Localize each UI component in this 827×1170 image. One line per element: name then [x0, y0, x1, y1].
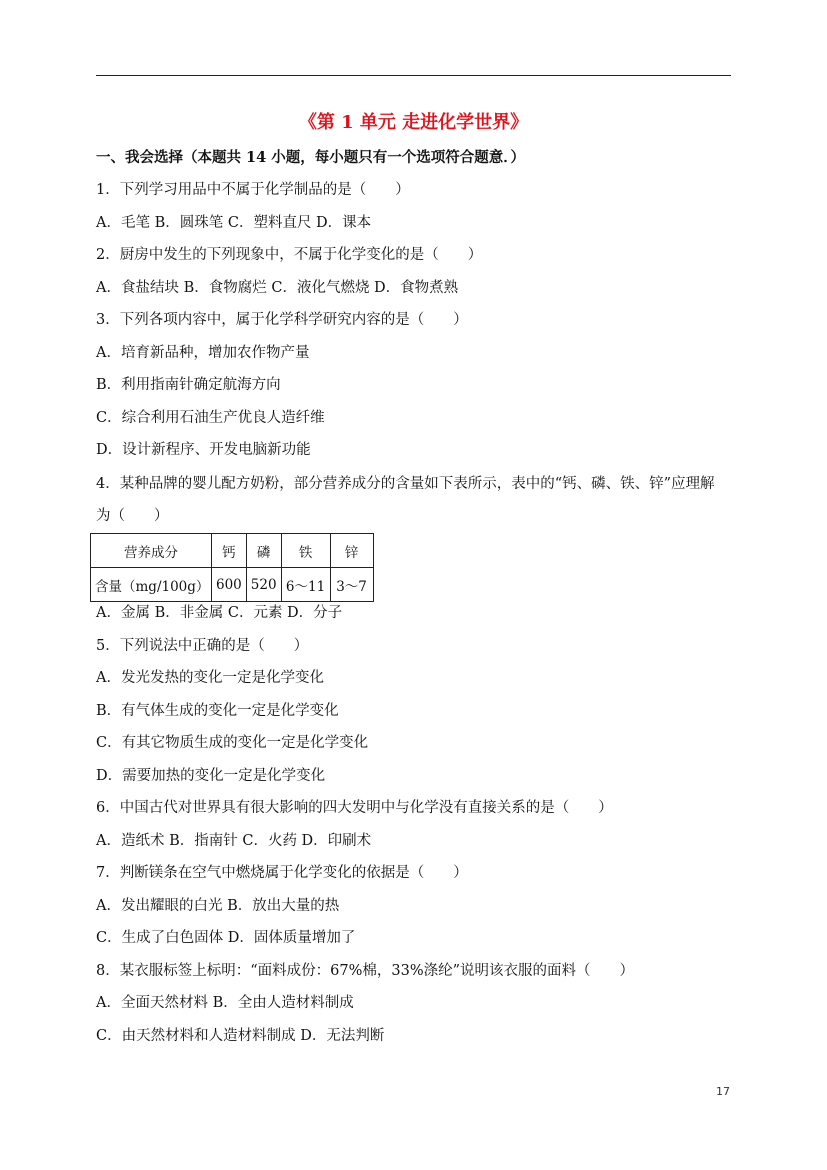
question-line: 为（ ）: [96, 508, 169, 524]
question-line: A．发出耀眼的白光 B．放出大量的热: [96, 898, 340, 914]
question-line: 6．中国古代对世界具有很大影响的四大发明中与化学没有直接关系的是（ ）: [96, 800, 613, 816]
question-line: A．毛笔 B．圆珠笔 C．塑料直尺 D．课本: [96, 215, 372, 231]
table-cell: 铁: [281, 534, 330, 568]
question-line: D．需要加热的变化一定是化学变化: [96, 768, 326, 784]
section-header: 一、我会选择（本题共 14 小题，每小题只有一个选项符合题意．）: [96, 149, 526, 166]
question-line: A．全面天然材料 B．全由人造材料制成: [96, 995, 354, 1011]
question-line: C．生成了白色固体 D．固体质量增加了: [96, 930, 356, 946]
table-header-row: [91, 534, 374, 568]
question-line: 4．某种品牌的婴儿配方奶粉，部分营养成分的含量如下表所示，表中的“钙、磷、铁、锌”应理解: [96, 476, 715, 492]
question-line: C．由天然材料和人造材料制成 D．无法判断: [96, 1028, 385, 1044]
question-line: 3．下列各项内容中，属于化学科学研究内容的是（ ）: [96, 312, 468, 328]
question-line: B．有气体生成的变化一定是化学变化: [96, 703, 339, 719]
question-line: C．综合利用石油生产优良人造纤维: [96, 410, 325, 426]
header-rule: [96, 75, 731, 76]
question-line: 2．厨房中发生的下列现象中，不属于化学变化的是（ ）: [96, 247, 483, 263]
table-cell: 含量（mg/100g）: [91, 568, 212, 602]
question-line: D．设计新程序、开发电脑新功能: [96, 442, 311, 458]
question-line: A．发光发热的变化一定是化学变化: [96, 670, 324, 686]
table-cell: 3～7: [330, 568, 373, 602]
question-line: B．利用指南针确定航海方向: [96, 377, 281, 393]
question-line: A．金属 B．非金属 C．元素 D．分子: [96, 605, 343, 621]
table-cell: 600: [212, 568, 247, 602]
nutrition-table: [90, 533, 374, 602]
table-cell: 520: [246, 568, 281, 602]
table-cell: 钙: [212, 534, 247, 568]
table-cell: 锌: [330, 534, 373, 568]
question-line: 7．判断镁条在空气中燃烧属于化学变化的依据是（ ）: [96, 865, 468, 881]
question-line: 1．下列学习用品中不属于化学制品的是（ ）: [96, 182, 410, 198]
table-cell: 磷: [246, 534, 281, 568]
question-line: C．有其它物质生成的变化一定是化学变化: [96, 735, 369, 751]
page-number: 17: [716, 1085, 730, 1098]
question-line: A．食盐结块 B．食物腐烂 C．液化气燃烧 D．食物煮熟: [96, 280, 459, 296]
question-line: 5．下列说法中正确的是（ ）: [96, 638, 309, 654]
question-line: A．培育新品种，增加农作物产量: [96, 345, 310, 361]
page-title: 《第 1 单元 走进化学世界》: [298, 112, 529, 133]
table-row: [91, 568, 374, 602]
table-cell: 营养成分: [91, 534, 212, 568]
table-cell: 6～11: [281, 568, 330, 602]
question-line: A．造纸术 B．指南针 C．火药 D．印刷术: [96, 833, 372, 849]
question-line: 8．某衣服标签上标明：“面料成份：67%棉，33%涤纶”说明该衣服的面料（ ）: [96, 963, 635, 979]
